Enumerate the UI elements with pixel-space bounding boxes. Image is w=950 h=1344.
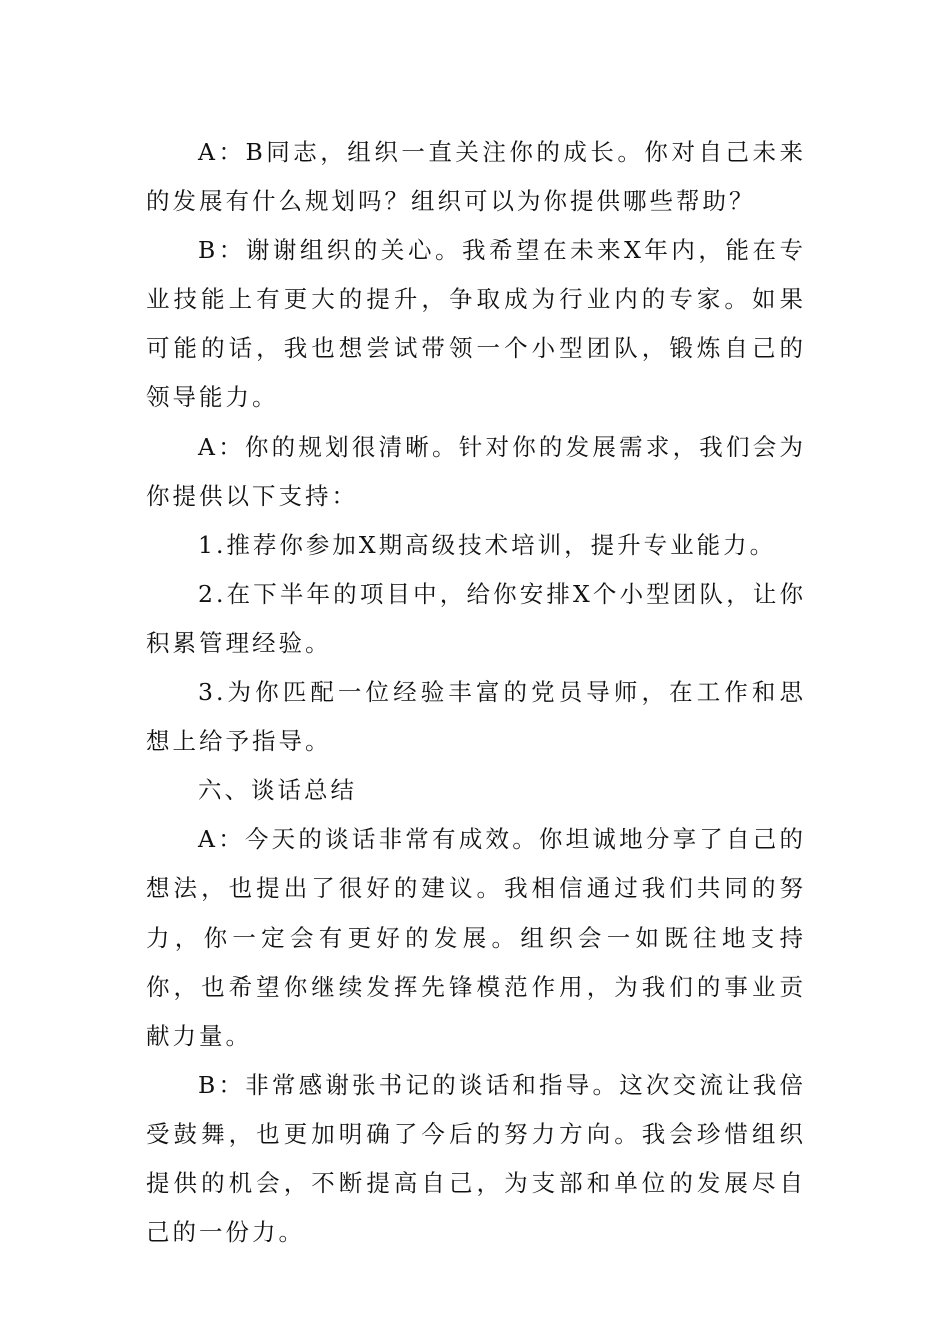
paragraph-b-thanks: B：非常感谢张书记的谈话和指导。这次交流让我倍受鼓舞，也更加明确了今后的努力方向。我会珍惜组织提供的机会，不断提高自己，为支部和单位的发展尽自己的一份力。 [146, 1070, 806, 1247]
paragraph-a-summary: A：今天的谈话非常有成效。你坦诚地分享了自己的想法，也提出了很好的建议。我相信通过我们共同的努力，你一定会有更好的发展。组织会一如既往地支持你，也希望你继续发挥先锋模范作用，为我们的事业贡献力量。 [146, 825, 806, 1050]
paragraph-a-support: A：你的规划很清晰。针对你的发展需求，我们会为你提供以下支持： [146, 432, 806, 510]
section-heading-summary: 六、谈话总结 [198, 776, 357, 805]
list-item-training: 1.推荐你参加X期高级技术培训，提升专业能力。 [198, 530, 777, 559]
document-body [146, 128, 806, 1257]
paragraph-b-answer: B：谢谢组织的关心。我希望在未来X年内，能在专业技能上有更大的提升，争取成为行业内的专家。如果可能的话，我也想尝试带领一个小型团队，锻炼自己的领导能力。 [146, 236, 806, 412]
paragraph-a-question: A：B同志，组织一直关注你的成长。你对自己未来的发展有什么规划吗？组织可以为你提供哪些帮助？ [146, 138, 806, 216]
list-item-mentor: 3.为你匹配一位经验丰富的党员导师，在工作和思想上给予指导。 [146, 678, 806, 756]
list-item-team: 2.在下半年的项目中，给你安排X个小型团队，让你积累管理经验。 [146, 579, 806, 657]
